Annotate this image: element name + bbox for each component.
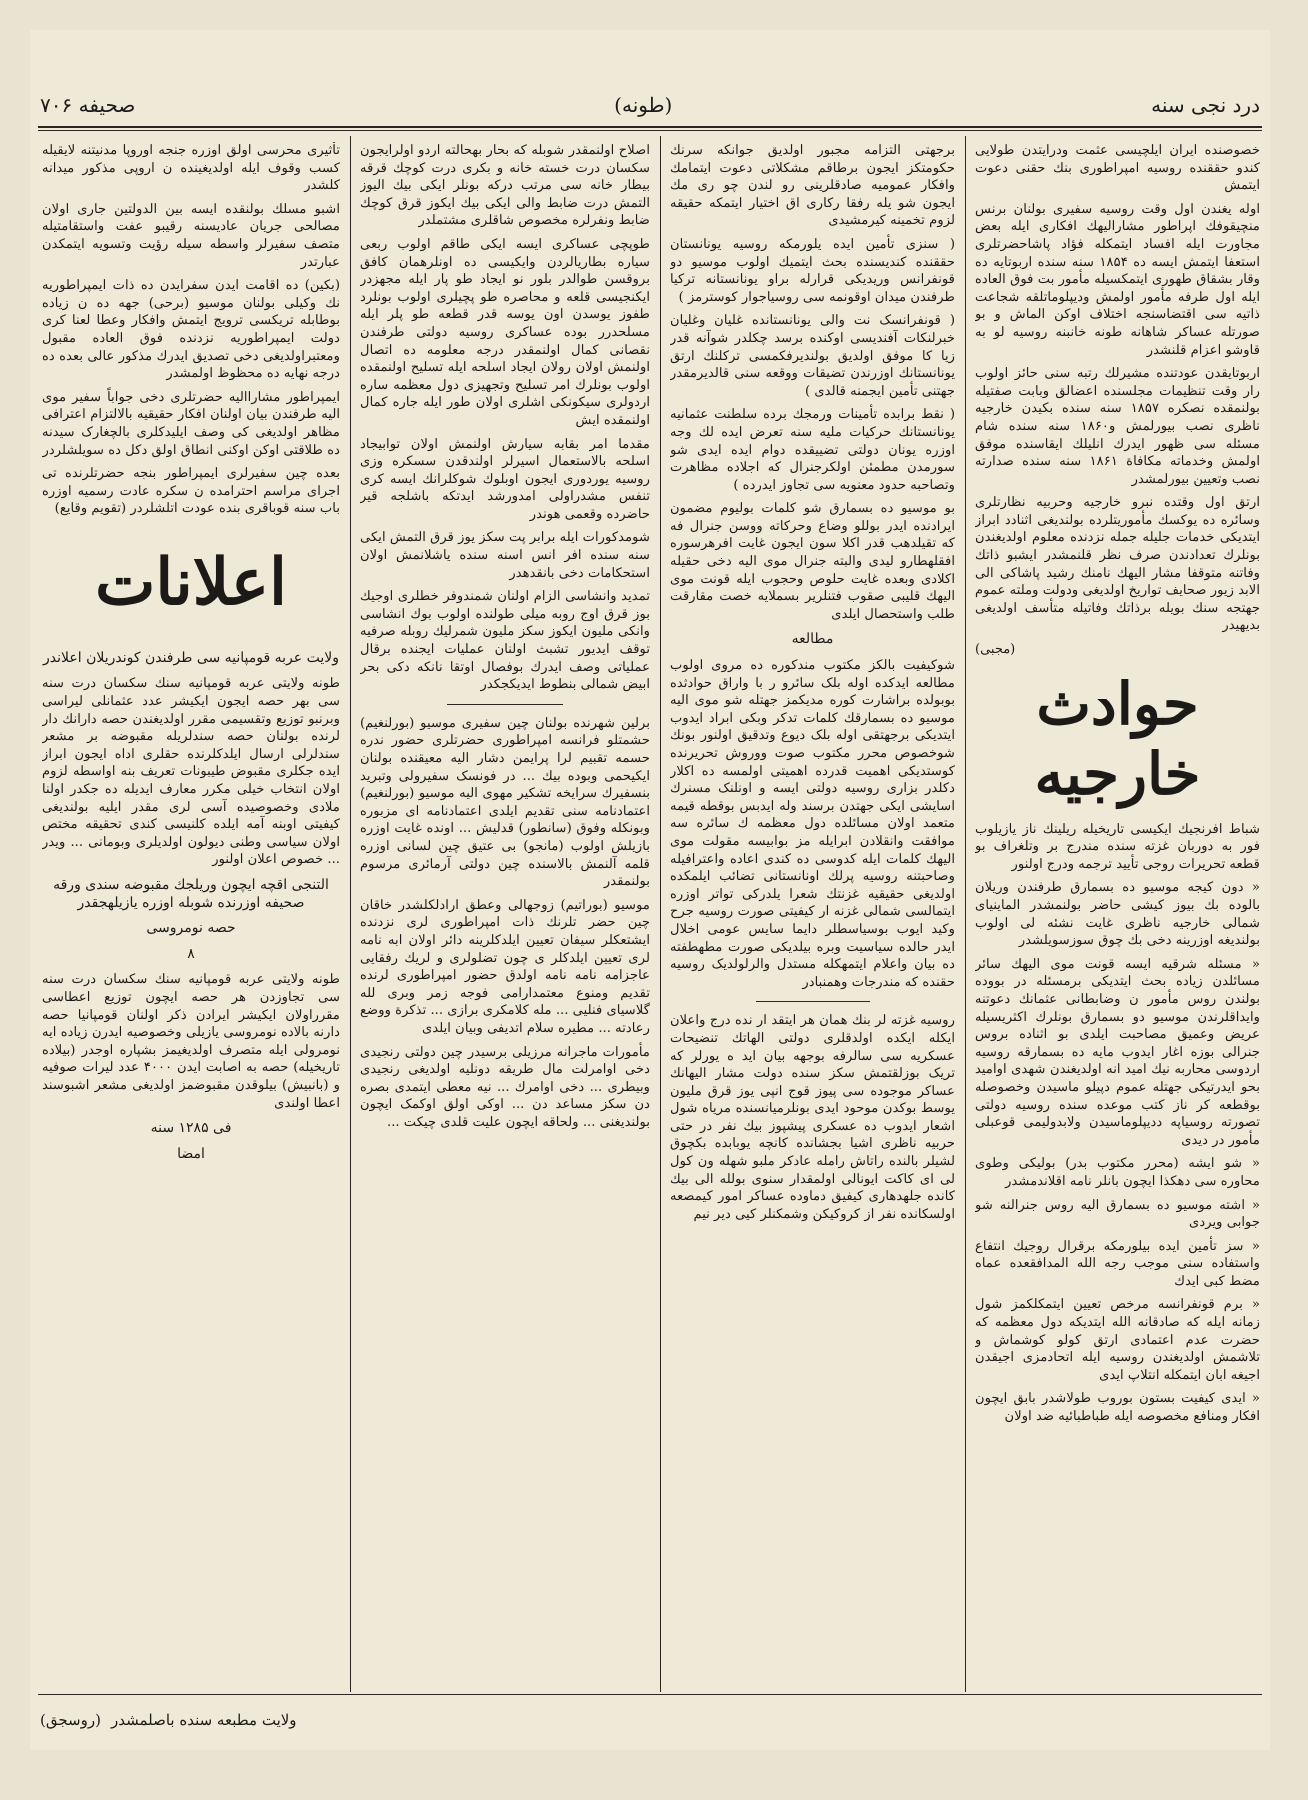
column-paragraph: « برم قونفرانسه مرخص تعیین ایتمکلکمز شول زمانه ایله که صادقانه الله ایتدیکه دول معظمه که حضرت عدم اعتمادی ارتق کولو کوشماش و تلاشمش اولدیغندن روسیه ایله اتحادمزی اجیقدن اجیغه ابان ایتمکله انتلاپ ایدی xyxy=(975,1297,1260,1383)
column-paragraph: اصلاح اولنمقدر شوبله که بحار بهحالته اردو اولرایجون سکسان درت خسته خانه و بکری درت کوچك قرقه بیطار خانه سی مرتب درکه بونلر ایکی بیك الیوز التمش درت ضابط والی ایکی بیك ایکوز قرق کوچك ضابط ونفرلره مخصوص شاقلری مشتملدر xyxy=(360,143,650,229)
section-title: مطالعه xyxy=(791,631,834,648)
section-divider xyxy=(447,704,563,705)
column-paragraph: برلین شهرنده بولنان چین سفیری موسیو (بورلنغیم) حشمتلو فرانسه امپراطوری حضرتلری حضور ندره حسمه تقبیم لرا پرایمن دشار الیه معیقنده بولنان ایکیحمی وبوده بیك ... در فونسک سفیرولی وتبرید بنسفیرك سرایخه تشکیر مهوی الیه موسیو (بورلنغیم) اعتمادنامه سنی تقدیم ایلدی اعتمادنامه ای مزبوره وبونکله وفوق (سانطور) قدلیش ... اونده غایت اوزره بازیلش اولوب (مانجو) بی عتیق چین لسانی اوزره قلمه آلنمش بالاسنده چین دولتی آرمائری مرسوم بولنمقدر xyxy=(360,715,650,890)
column-paragraph: طوپچی عساکری ایسه ایکی طاقم اولوب ربعی سیاره بطاریالردن وایکیسی ده اونلرهمان کافق بروقسن طوالدر بلور نو ایجاد طو پار ایله مجهزدر ایکنجیسی قلعه و محاصره طو پچیلری اولوب بونلرد طفوز یوسدن اون یوسه قدر قطعه طو پلر ایله مسلحدرر بوده عساکری روسیه دولتی طرفندن نقصانی کمال اولنمقدر درجه معلومه ده اتصال اولنمش اولان رولان ایجاد اسلحه ایله تسلیح اولنمقده اولوب بونلرك امر تسلیح وتجهیزی دول معظمه ساره اردولری سیکونکی اشلری اولان طور ایله جاره کمال اولنمقده ایش xyxy=(360,236,650,428)
column-paragraph: روسیه غزته لر بنك همان هر ایتقد ار نده درج واعلان ایکله ایکده اولدقلری دولتی الهاتك تنضیحات عسکریه سی سالرفه بوجهه بیان اید ه یورلر که تریک بوزلقتمش سکز سنده دولت مشار الیهانك عساکر موجوده سی پیوز قوج انپی یوز قرق ملیون یوسط بوکدن موحود ایدی بونلرمیانسنده مریاه شول اشعار ایدوب ده عسکری پیشپوز بیك نفر در حتی حربیه ناظری اشیا بجشانده کانچه یوبابده بکچوق لشیلر بالنده راتاش رامله عادکر ملبو شهله ون کول لی ای کاکت ایونالی اولمقدار سنوی بولله الی بیك کانده جلهدهاری کیفیق دماوده عساکر امور کیمصعه اولسکانده نفر از کروکیکن وشمکنلر کیی دیر نیم xyxy=(670,1013,955,1222)
column-paragraph: طونه ولایتی عربه قومپانیه سنك سکسان درت سنه سی بهر حصه ایجون ایکیشر عدد عثمانلی لیراسی وبرنبو توزیع وتقسیمی مقرر اولدیغندن حصه دارانك دار لرنده بولنان حصه سندلریله مقبوضه بر مشعر سندلرلی ارسال ایلدکلرنده حقلری اداه ایجون ابراز ایده جکلری مقبوض طیبونات تعریف بنه اواسطه لزوم اولان انتخاب خیلی مکرر معارف ایدیله ده جکدر اولنا ملادی وخصوصیده آسی لری مقدر ایلیه بولندیغی کیفیتی اوبنه آمه ایلده کلنیسی کندی تحقیقه مختص اولان سیاسی وطنی دیولون اولدیلری وبومانی ... ویدر ... خصوص اعلان اولنور xyxy=(42,676,340,868)
column-3 xyxy=(360,142,650,1682)
column-4 xyxy=(42,142,340,1682)
column-paragraph: مأمورات ماجرانه مرزیلی برسیدر چین دولتی رنجیدی دخی اوامرلت مال طریقه دونلیه اولدیغی رنجیدی وبیطری ... دخی اوامرك ... نیه معطی ایتمدی بصره دن سکز مساعد دن ... اوکی اولق اوکمک ایچون بولندیغنی ... ولحاقه ایچون علیت قلدی چیکت ... xyxy=(360,1044,650,1130)
announcement-title: ولایت عربه قومپانیه سی طرفندن کوندریلان اعلاندر xyxy=(43,649,339,666)
printer-imprint xyxy=(40,1711,297,1729)
column-paragraph: « اشته موسیو ده بسمارق الیه روس جنرالنه شو جوابی ویردی xyxy=(975,1197,1260,1231)
column-paragraph: ارتق اول وقتده نبرو خارجیه وحربیه نظارتلری وسائره ده یوکسك مأموریتلرده بولندیغی اثنادد ابراز ایتدیکی خدمات جلیله جمله نزدنده معلوم اولدیغندن بونلرك تعدادندن صرف نظر قلنمشدر ایشبو ذاتك وفاتنه متوقفا مشار الیهك نامنك رشید پاشاکی الی الابد زیور صحایف تواریخ اولدیغی ودولت وملته عموم جهتجه سنك بویله برذاتك وفاتیله متأسف اولدیغی بدیهیدر xyxy=(975,495,1260,634)
column-paragraph: اربوتایقدن عودتنده مشیرلك رتبه سنی حائز اولوب رار وقت تنظیمات مجلسنده اعضالق وبابت صفتیله بولنمقده نصکره ۱۸۵۷ سنه سنده بکیدن خارجیه ناظری نصب بیورلمش و۱۸۶۰ سنه سنده شام مسئله سی ظهور ایدرك انلیلك ایقاسنده موفق اولمش وخدماته مکافاة ۱۸۶۱ سنه سنده صدارته نصب وتعیین بیورلمشدر xyxy=(975,366,1260,487)
column-paragraph: « دون کیجه موسیو ده بسمارق طرفندن وریلان بالوده بك بیوز کیشی حاضر بولنمشدر الماینیای شمالی خارجیه ناظری غایت نشئه لی اولوب بولندیغه اوزرینه دخی بك چوق سوزسویلشدر xyxy=(975,880,1260,949)
column-paragraph: بو موسیو ده بسمارق شو کلمات بولیوم مضمون ایرادنده ایدر بوللو وضاع وحرکاته ووسن جنرال فه که تقیلدهب قدر اکلا سون ایجون غایت افرهرسوره افقلهطارو لیدی والبته جنرال موی الیه دخی حقیله اکلادی وبعده غایت حلوص وحجوب ایله قونت موی الیهك قلیبی صقوب فتنلریر بسملایه خصت مقارقت طلب واستحصال ایلدی xyxy=(670,501,955,622)
column-paragraph: تأثیری محرسی اولق اوزره جنجه اوروپا مدنیتنه لایقیله کسب وقوف ایله اولدیغینده ن اروپی مذکور میدانه کلشدر xyxy=(42,143,340,194)
column-paragraph: برجهتی التزامه مجبور اولدیق جوانکه سرنك حکومتکز ایجون برطاقم مشکلاتی دعوت ایتمامك وافکار عمومیه صادقلرینی رو لندن چو ری مك ایجون شو یله رفقا رکاری اق اختیار ایتمکه حقیقه لزوم تخمینه کیرمشیدی xyxy=(670,143,955,229)
page-header xyxy=(40,86,1260,124)
column-paragraph: موسیو (بوراتیم) زوجهالی وعطق ارادلکلشدر خاقان چین حضر تلرنك ذات امپراطوری لری نزدنده ایشتعکلر سیفان تعیین ایلدکلرینه دائر اولان ابه نامه لری تعیین ایلدکلر ی چون تضلولری و لریك رفقایی عاجزامه نامه نامه اولدق حضور امپراطوری لرنده تقدیم ومنوع معتمدارامی فوجه زمر وبری لله گلاسیای فنلیی ... مله کلامکری برازی ... تذکرة ووضع رعادته ... مطیره سلام اتدیفی وبیان ایلدی xyxy=(360,897,650,1036)
column-paragraph: « مسئله شرقیه ایسه قونت موی الیهك سائر مسائلدن زیاده بحث ایتدیکی برمسئله در بووده بولندن روس مأمور ن وضابطانی عثمانك دعوتنه وایداقلرندن موسیو دو بسمارق بونلرك اکثریسیله عریض وعمیق مصاحبت ایلدی بو اثناده بروس جنرالی بوزه اغار ایدوب مایه ده بسمارقه روسیه اردوسی محاربه نیك امید انه اولدیغندن شهدی اوامید بحو ایدرتیكی جهتله عموم دپیلو ماسیدن وخصوصله بوقطعه کر ناز کتب موعده سنده روسیه دولتی تصورته روسیاپه ددیپلوماسیدن ولابدولیمی قوعبلی مأمور در دیدی xyxy=(975,956,1260,1148)
column-paragraph: « شو ایشه (محرر مکتوب بدر) بولیکی وطوی محاوره سی دهکذا ایچون بانلر نامه اقلاندمشدر xyxy=(975,1156,1260,1189)
year-label: درد نجی سنه xyxy=(1151,93,1260,117)
column-paragraph: ( نقط برابده تأمینات ورمجك برده سلطنت عثمانیه یونانستانك حرکیات ملیه سنه تعرض ایده لك وجه اوزره یونان دولتی تضییقده دوام ایده ایدی شو سورمدن مطمئن اولکرجنرال که اجلاده مظاهرت وتصاحبه حدود معنویه سی تجاوز ایدرده ) xyxy=(670,407,955,493)
column-paragraph: طونه ولایتی عربه قومپانیه سنك سکسان درت سنه سی تجاوزدن هر حصه ایچون توزیع اعطاسی مقرراولان ایکیشر ایرادن ذکر اولنان قومپانیا حصه دارنه بالاده نومروسی یازیلی وخصوصیه ایدرن زیاده ایه نومرولی ایله متصرف اولدیغیمز بشپاره اوجدر (بیلاده تاریخیله) حصه به اصابت ایدن ۴۰۰۰ عدد لیرات صوفیه و (بانبیش) بیلوقدن مقبوضمز اولدیغی مشعر اشبوسند اعطا اولندی xyxy=(42,972,340,1111)
announcements-heading: اعلانات xyxy=(95,544,287,620)
column-paragraph: تمدید وانشاسی الزام اولنان شمندوفر خطلری اوجیك بوز قرق اوج روبه میلی طولنده اولوب بوك انشاسی وانکی ملیون ایکوز سکز ملیون شمرلیك روبله صرفیه توقف ایدیور تشبث اولنان عملیات ایجنده برقال عملیاتی وصف ایدرك بوفصال اوتقا نانکه دکی بحر ابیض شمالی بنطوط ایدیکجکدر xyxy=(360,589,650,693)
column-divider xyxy=(660,136,661,1692)
column-1 xyxy=(975,142,1260,1682)
column-paragraph: بعده چین سفیرلری ایمپراطور بنجه حضرتلرنده تی اجرای مراسم احترامده ن سکره عادت رسمیه اوزره باب سنه قوباقری بنده عودت اتلشلردر (تقویم وقایع) xyxy=(42,466,340,517)
share-number-value: ۸ xyxy=(187,945,195,962)
section-divider xyxy=(756,1001,870,1002)
receipt-instruction: التنجی اقچه ایچون وریلجك مقبوضه سندی ورقه صحیفه اوزرنده شوبله اوزره یازیلهجقدر xyxy=(53,877,329,911)
newspaper-page xyxy=(30,30,1270,1750)
page-footer xyxy=(40,1705,1260,1735)
foreign-news-heading: حوادث خارجیه xyxy=(1034,669,1201,808)
column-paragraph: اوله یغندن اول وقت روسیه سفیری بولنان برنس منچیقوفك اپراطور مشارالیهك افکاری ایله بعض مجاورت ایله افساد ایتمکله فؤاد پاشاحضرتلری استعفا ایتمش ایسه ده ۱۸۵۴ سنه سنده اربوتایه ده وقار بشقاق طهوری ایتمکسیله مأمور بت فوق العاده ایله اول طرفه مأمور اولمش ودیپلوماتلقه شجاعت ذاتیه سی اقتضاسنجه اختلاف اوکن الماش و بو صورتله عساکر شاهانه طونه خانبنه روسیه لو به قاوشو اعزام قلنشدر xyxy=(975,201,1260,358)
column-2 xyxy=(670,142,955,1682)
column-divider xyxy=(965,136,966,1692)
printer-name: ولایت مطبعه سنده باصلمشدر xyxy=(110,1711,297,1729)
column-paragraph: شومدکورات ایله برابر پت سکز یوز قرق التمش ایکی سنه سنده افر انس اسنه سنده یاشلانمش اولان استحکامات دخی بانقدهدر xyxy=(360,530,650,581)
column-paragraph: شوکیفیت بالکز مکتوب مندکوره ده مروی اولوب مطالعه ایدکده اوله بلک سائرو ر با واراق حوادثده بوبولده براشارت کوره مدیکمز جهتله شو موی الیه موسیو ده بسمارقك کلمات تدکر وبکی ابراد ایدوب ایتدیکی برجهتقی اوله بلک دیوع وتدقیق اولنور بونك شوخصوص محرر مکتوب صوت ووروش تحریرنده كوستدیکی اهمیت قدرده اهمیتی اولمسه ده اکلار دکلدر بزاری روسیه دولتی ایسه و اونلنک مسنرك اسایشی ایکی جهتدن برسند وله ایدبس بوقطه قیمه متعمد اولان مسائلده دول معظمه ك سائره سه موافقت وانقلادن ابرایله مز بوابیسه مقولت موی الیهك کلمات ایله کدوسی ده کندی اعاده واعترافیله وصاحبتنه روسیه پرلك اونانستانی تضائب ایلمکده اولدیغی حقیقیه غزنتك شعرا یلدرکی تواتر اوزره ایتمالسی شمالی غزنه ار کیفیتی صورت روسیه جرح وکید ایوب بوسیاسطلر دایما سایس عومی اخلال ایدر حالده سیاسیت وبره بیلدیکی صورت مطهطفته ده بیان واعلام ایتمهکله مستدل والرلولدیک روسیه حقنده که مندرجات وهمنبادر xyxy=(670,658,955,990)
column-paragraph: شباط افرنجیك ایکیسی تاریخیله ریلینك ناز یازیلوب فور به دوربان غزته سنده مندرج بر وتلغراف بو قطعه تحریرات روجی تأیید ترجمه ودرج اولنور xyxy=(975,821,1260,872)
newspaper-title: (طونه) xyxy=(614,93,673,117)
column-paragraph: خصوصنده ایران ایلچیسی عثمت ودرایتدن طولایی کندو حققنده روسیه امپراطوری بنك حقنی دعوت ایتمش xyxy=(975,143,1260,194)
receipt-date: فی ۱۲۸۵ سنه xyxy=(150,1120,232,1137)
header-rule-inner xyxy=(38,130,1262,131)
column-paragraph: ( سنزی تأمین ایده یلورمکه روسیه یونانستان حققنده کندیسنده بحث ایتمیك اولوب موسیو دو قونفرانس وریدیکی قرارله براو یونانستانه ترکیا طرفندن میدان اوقونمه سی روسیاجوار کوسترمز ) xyxy=(670,236,955,305)
source-caption: (مجبی) xyxy=(975,642,1016,658)
column-paragraph: ( قونفرانسک نت والی یونانستانده غلیان وغلیان خبرلنکات آفندیسی اوکنده برسد چکلدر شوآنه قدر زیا کا موفق اولدیق بولندیرفکمسی ترکلنك ارتق یونانستانك اوزرندن تضیقات ووقعه سنی قالدیرمقدر جهتنی تأمین ایجمنه قالدی ) xyxy=(670,313,955,399)
column-paragraph: ایمپراطور مشاراالیه حضرتلری دخی جواباً سفیر موی الیه طرفندن بیان اولنان افکار حقیقیه بالالتزام اعترافی مظاهر اولدیغی کی وصف ایلیدکلری بالچغارک سیدنه ده طلاقتی اوکن اوکنی انطاق اولق دکل ده سویلشلردر xyxy=(42,389,340,458)
header-rule xyxy=(38,126,1262,128)
column-paragraph: « ایدی کیفیت بستون بوروب طولاشدر بابق ایچون افکار ومنافع مخصوصه ایله طباطبائیه ضد اولان xyxy=(975,1391,1260,1425)
page-number-label: صحیفه ۷۰۶ xyxy=(40,93,136,117)
signature-label: امضا xyxy=(177,1145,205,1162)
footer-rule xyxy=(38,1694,1262,1695)
share-number-label: حصه نومروسی xyxy=(146,920,236,937)
column-paragraph: اشبو مسلك بولنقده ایسه بین الدولتین جاری اولان مصالحی جریان عادیسنه رقیبو عفت واستقامتیله متصف سفیرلر واسطه سیله رؤیت وتسویه ایتمکدن عبارتدر xyxy=(42,201,340,270)
column-divider xyxy=(350,136,351,1692)
column-paragraph: مقدما امر بقابه سیارش اولنمش اولان توابیجاد اسلحه بالاستعمال اسیرلر اولندقدن سسکره وزی روسیه یوردوری ایجون اوبلوك شوکلرانك ایسه کری تنفس مشدراولی امدورشد ایدتکه باشلجه قیر حاضرده وقعمی هوندر xyxy=(360,436,650,522)
column-paragraph: (بکین) ده اقامت ایدن سفرایدن ده ذات ایمپراطوریه نك وکیلی بولنان موسیو (برحی) جهه ده ن زیاده بوطابله تریکسی ترویج ایتمش وافکار وعطا لعنا کری دولت ایمپراطوریه نزدنده فوق العاده مقبول ومعتبراولدیغی دخی تصدیق ایدرك مذکور عالی بعده ده درجه نهایه ده محظوظ اولمشدر xyxy=(42,278,340,382)
column-paragraph: « سز تأمین ایده بیلورمکه برقرال روجیك انتفاع واستفاده سنی موجب رجه الله المدافقعده عماه مضط کبی ایدك xyxy=(975,1238,1260,1289)
printer-city: (روسجق) xyxy=(40,1711,101,1729)
